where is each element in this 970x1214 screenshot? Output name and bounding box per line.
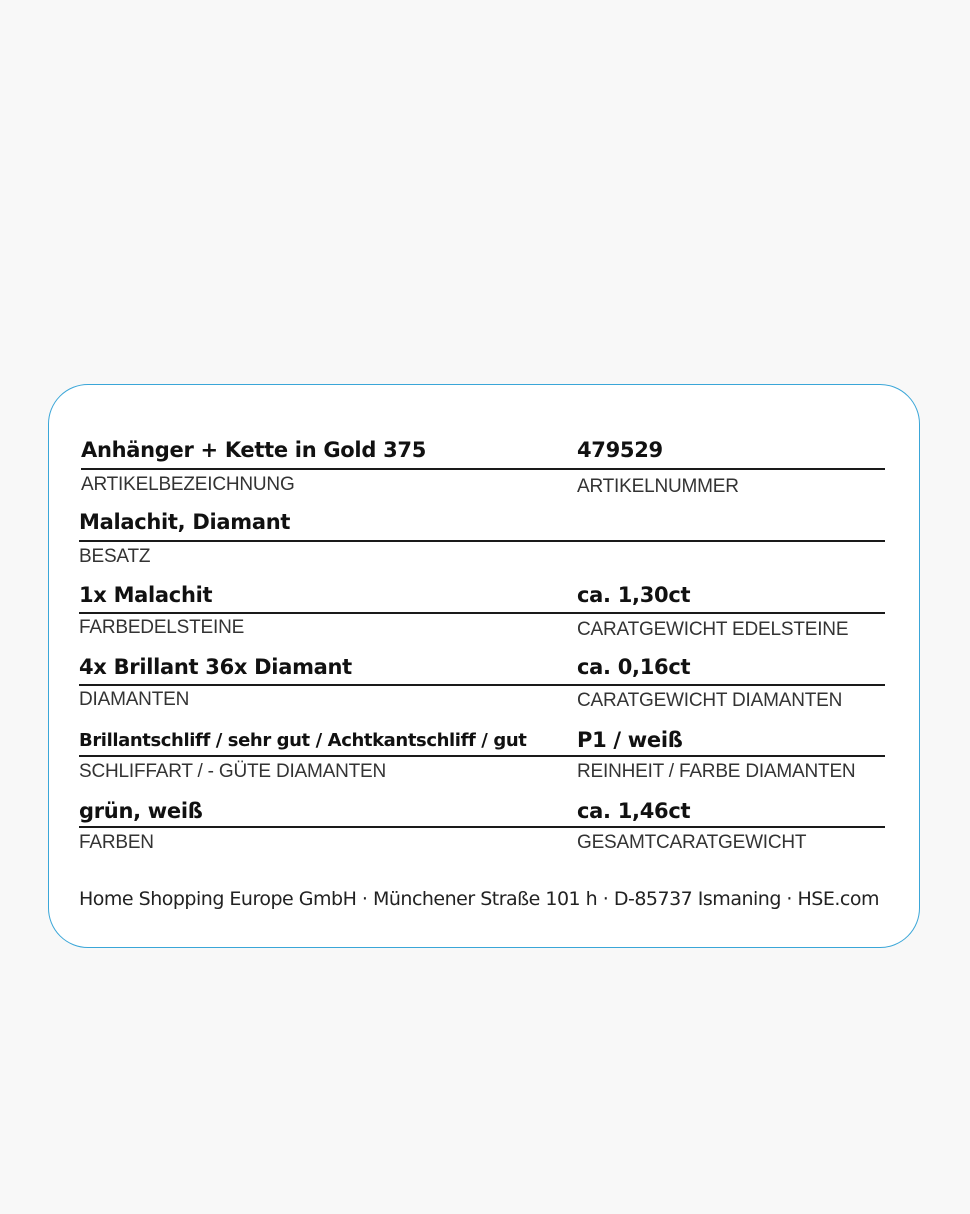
farbedelsteine-value: 1x Malachit <box>79 583 213 607</box>
artikelnummer-label: ARTIKELNUMMER <box>577 476 739 497</box>
divider-line <box>79 684 577 686</box>
divider-line <box>79 540 885 542</box>
divider-line <box>577 468 885 470</box>
gesamtcaratgewicht-label: GESAMTCARATGEWICHT <box>577 832 807 853</box>
divider-line <box>79 612 577 614</box>
divider-line <box>79 755 577 757</box>
divider-line <box>577 755 885 757</box>
schliffart-label: SCHLIFFART / - GÜTE DIAMANTEN <box>79 761 387 782</box>
caratgewicht-diamanten-label: CARATGEWICHT DIAMANTEN <box>577 690 843 711</box>
besatz-label: BESATZ <box>79 546 151 567</box>
caratgewicht-diamanten-value: ca. 0,16ct <box>577 655 691 679</box>
divider-line <box>577 612 885 614</box>
farbedelsteine-label: FARBEDELSTEINE <box>79 617 245 638</box>
caratgewicht-edelsteine-label: CARATGEWICHT EDELSTEINE <box>577 619 849 640</box>
company-footer: Home Shopping Europe GmbH · Münchener Straße 101 h · D-85737 Ismaning · HSE.com <box>79 888 879 910</box>
reinheit-farbe-label: REINHEIT / FARBE DIAMANTEN <box>577 761 856 782</box>
divider-line <box>79 826 577 828</box>
divider-line <box>81 468 577 470</box>
artikelbezeichnung-value: Anhänger + Kette in Gold 375 <box>81 438 427 462</box>
divider-line <box>577 826 885 828</box>
farben-value: grün, weiß <box>79 799 203 823</box>
besatz-value: Malachit, Diamant <box>79 510 291 534</box>
gesamtcaratgewicht-value: ca. 1,46ct <box>577 799 691 823</box>
caratgewicht-edelsteine-value: ca. 1,30ct <box>577 583 691 607</box>
diamanten-label: DIAMANTEN <box>79 689 190 710</box>
reinheit-farbe-value: P1 / weiß <box>577 728 683 752</box>
farben-label: FARBEN <box>79 832 154 853</box>
artikelnummer-value: 479529 <box>577 438 663 462</box>
diamanten-value: 4x Brillant 36x Diamant <box>79 655 352 679</box>
divider-line <box>577 684 885 686</box>
schliffart-value: Brillantschliff / sehr gut / Achtkantschliff / gut <box>79 730 527 751</box>
artikelbezeichnung-label: ARTIKELBEZEICHNUNG <box>81 474 295 495</box>
